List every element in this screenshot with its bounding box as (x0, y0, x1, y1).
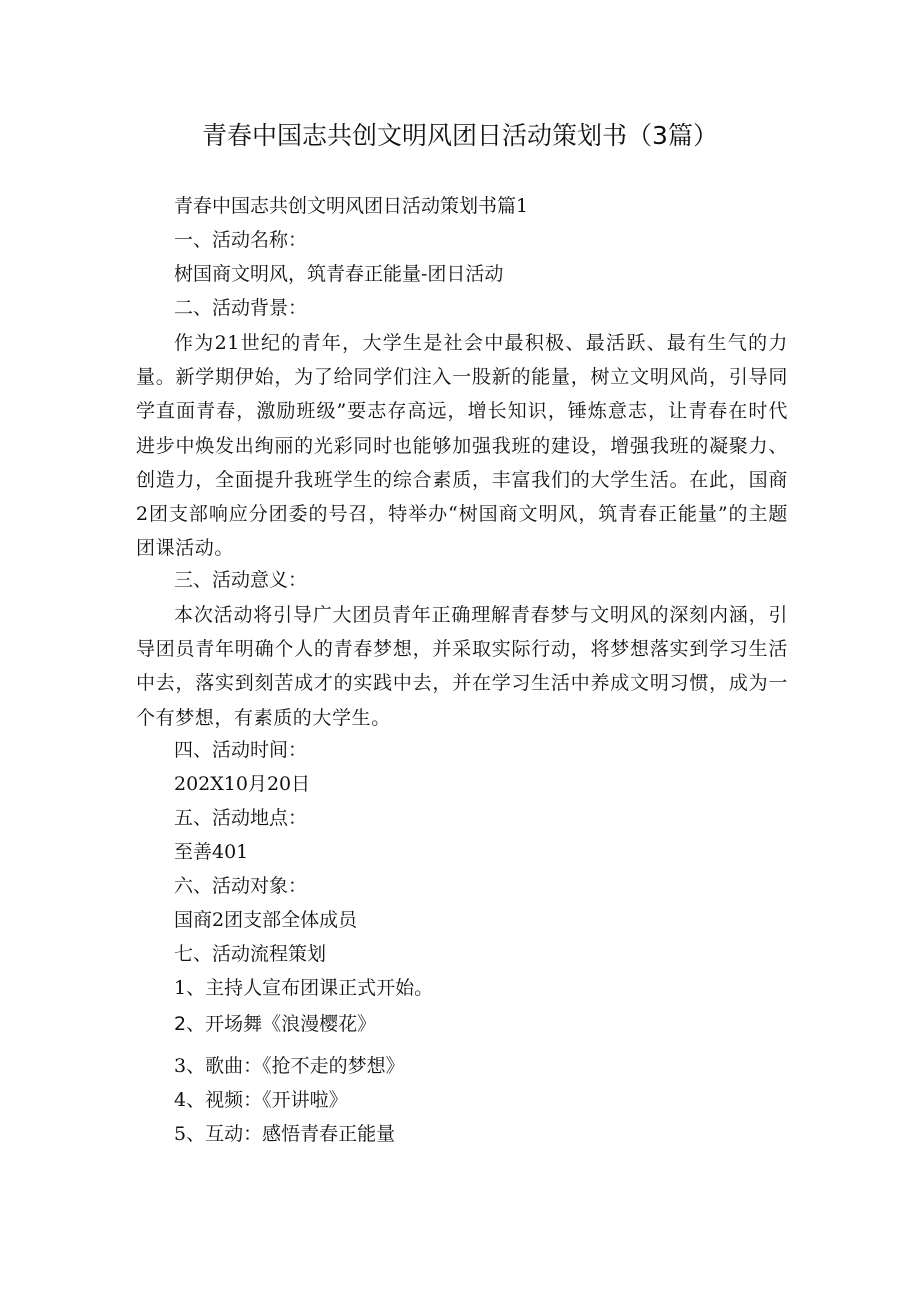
section-heading-background: 二、活动背景： (174, 297, 308, 319)
section-heading-audience: 六、活动对象： (174, 875, 308, 897)
process-item-2: 2、开场舞《浪漫樱花》 (174, 1013, 377, 1035)
significance-paragraph: 本次活动将引导广大团员青年正确理解青春梦与文明风的深刻内涵，引导团员青年明确个人的青春梦想，并采取实际行动，将梦想落实到学习生活中去，落实到刻苦成才的实践中去，并在学习生活中养成文明习惯，成为一个有梦想，有素质的大学生。 (136, 604, 788, 729)
activity-name-text: 树国商文明风，筑青春正能量-团日活动 (174, 263, 504, 285)
background-paragraph: 作为21世纪的青年，大学生是社会中最积极、最活跃、最有生气的力量。新学期伊始，为了给同学们注入一股新的能量，树立文明风尚，引导同学直面青春，激励班级”要志存高远，增长知识，锤炼意志，让青春在时代进步中焕发出绚丽的光彩同时也能够加强我班的建设，增强我班的凝聚力、创造力，全面提升我班学生的综合素质，丰富我们的大学生活。在此，国商2团支部响应分团委的号召，特举办“树国商文明风，筑青春正能量”的主题团课活动。 (136, 332, 788, 560)
section-heading-significance: 三、活动意义： (174, 569, 308, 591)
section-heading-time: 四、活动时间： (174, 739, 308, 761)
section-heading-process: 七、活动流程策划 (174, 943, 327, 965)
section-heading-activity-name: 一、活动名称： (174, 229, 308, 251)
process-item-5: 5、互动：感悟青春正能量 (174, 1123, 396, 1145)
section-heading-location: 五、活动地点： (174, 807, 308, 829)
process-item-3: 3、歌曲：《抢不走的梦想》 (174, 1055, 405, 1077)
activity-audience-text: 国商2团支部全体成员 (174, 909, 358, 931)
process-item-4: 4、视频：《开讲啦》 (174, 1089, 348, 1111)
document-subtitle: 青春中国志共创文明风团日活动策划书篇1 (174, 195, 529, 217)
process-item-1: 1、主持人宣布团课正式开始。 (174, 977, 434, 999)
activity-time-text: 202X10月20日 (174, 773, 311, 795)
activity-location-text: 至善401 (174, 841, 249, 863)
document-title: 青春中国志共创文明风团日活动策划书（3篇） (202, 121, 718, 150)
